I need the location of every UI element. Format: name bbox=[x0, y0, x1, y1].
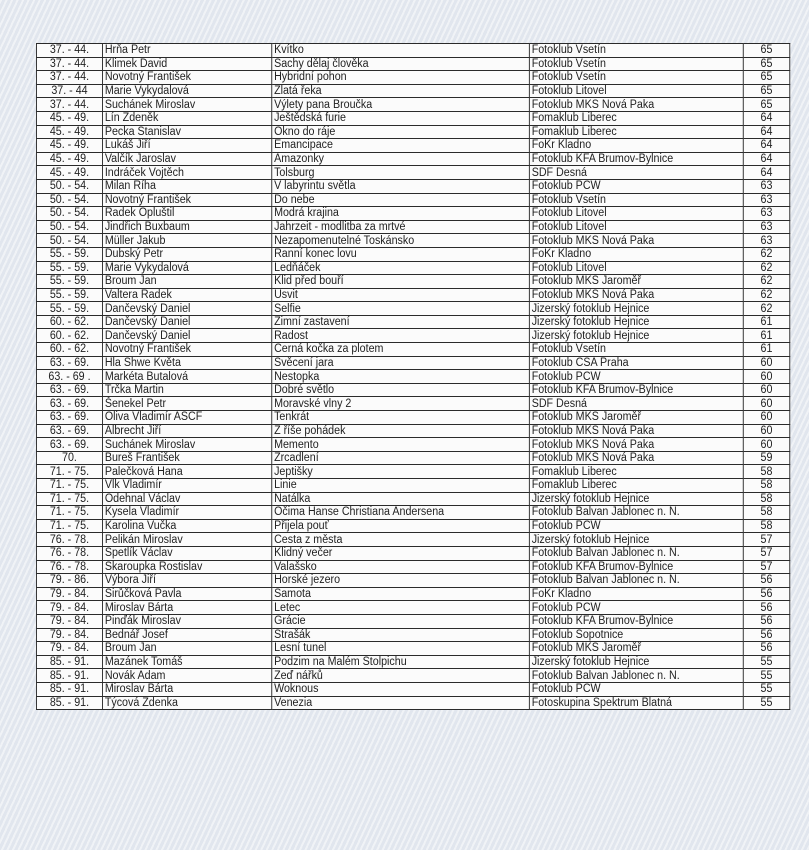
score-cell: 58 bbox=[743, 506, 790, 520]
club-cell: Fotoklub Balvan Jablonec n. N. bbox=[529, 506, 743, 520]
photo-title-cell: Nestopka bbox=[272, 370, 530, 384]
score-cell: 65 bbox=[743, 84, 790, 98]
club-cell: Jizerský fotoklub Hejnice bbox=[529, 533, 743, 547]
table-row bbox=[36, 397, 789, 411]
place-cell: 63. - 69. bbox=[36, 383, 102, 397]
club-cell: Fotoklub Vsetín bbox=[529, 44, 743, 58]
author-name-cell: Albrecht Jiří bbox=[102, 424, 271, 438]
photo-title-cell: Amazonky bbox=[272, 152, 530, 166]
photo-title-cell: Cesta z města bbox=[272, 533, 530, 547]
score-cell: 60 bbox=[743, 370, 790, 384]
photo-title-cell: Očima Hanse Christiana Andersena bbox=[272, 506, 530, 520]
photo-title-cell: Kvítko bbox=[272, 44, 530, 58]
club-cell: Fomaklub Liberec bbox=[529, 465, 743, 479]
table-row bbox=[36, 343, 789, 357]
score-cell: 61 bbox=[743, 315, 790, 329]
author-name-cell: Valčík Jaroslav bbox=[102, 152, 271, 166]
author-name-cell: Odehnal Václav bbox=[102, 492, 271, 506]
author-name-cell: Špetlík Václav bbox=[102, 546, 271, 560]
score-cell: 55 bbox=[743, 655, 790, 669]
author-name-cell: Marie Vykydalová bbox=[102, 261, 271, 275]
place-cell: 63. - 69. bbox=[36, 438, 102, 452]
club-cell: Fotoklub KFA Brumov-Bylnice bbox=[529, 383, 743, 397]
author-name-cell: Trčka Martin bbox=[102, 383, 271, 397]
table-row bbox=[36, 533, 789, 547]
club-cell: Fotoklub MKS Jaroměř bbox=[529, 411, 743, 425]
club-cell: Fotoklub PCW bbox=[529, 370, 743, 384]
photo-title-cell: Moravské vlny 2 bbox=[272, 397, 530, 411]
photo-title-cell: Hybridní pohon bbox=[272, 71, 530, 85]
table-row bbox=[36, 98, 789, 112]
photo-title-cell: Horské jezero bbox=[272, 574, 530, 588]
table-row bbox=[36, 315, 789, 329]
score-cell: 58 bbox=[743, 519, 790, 533]
photo-title-cell: Klidný večer bbox=[272, 546, 530, 560]
author-name-cell: Müller Jakub bbox=[102, 234, 271, 248]
club-cell: Fotoklub Vsetín bbox=[529, 57, 743, 71]
club-cell: SDF Desná bbox=[529, 166, 743, 180]
photo-title-cell: Grácie bbox=[272, 614, 530, 628]
place-cell: 63. - 69. bbox=[36, 424, 102, 438]
place-cell: 55. - 59. bbox=[36, 288, 102, 302]
author-name-cell: Indráček Vojtěch bbox=[102, 166, 271, 180]
table-row bbox=[36, 139, 789, 153]
author-name-cell: Miroslav Bárta bbox=[102, 601, 271, 615]
place-cell: 37. - 44. bbox=[36, 71, 102, 85]
club-cell: Fomaklub Liberec bbox=[529, 111, 743, 125]
photo-title-cell: Modrá krajina bbox=[272, 207, 530, 221]
place-cell: 50. - 54. bbox=[36, 179, 102, 193]
place-cell: 63. - 69. bbox=[36, 411, 102, 425]
author-name-cell: Marie Vykydalová bbox=[102, 84, 271, 98]
place-cell: 79. - 84. bbox=[36, 628, 102, 642]
place-cell: 37. - 44. bbox=[36, 57, 102, 71]
photo-title-cell: Jahrzeit - modlitba za mrtvé bbox=[272, 220, 530, 234]
club-cell: Fotoklub KFA Brumov-Bylnice bbox=[529, 152, 743, 166]
score-cell: 65 bbox=[743, 44, 790, 58]
place-cell: 71. - 75. bbox=[36, 519, 102, 533]
place-cell: 45. - 49. bbox=[36, 166, 102, 180]
score-cell: 56 bbox=[743, 642, 790, 656]
photo-title-cell: Valašsko bbox=[272, 560, 530, 574]
club-cell: Fotoklub PCW bbox=[529, 179, 743, 193]
score-cell: 65 bbox=[743, 71, 790, 85]
photo-title-cell: Emancipace bbox=[272, 139, 530, 153]
author-name-cell: Výbora Jiří bbox=[102, 574, 271, 588]
club-cell: Fomaklub Liberec bbox=[529, 479, 743, 493]
author-name-cell: Broum Jan bbox=[102, 275, 271, 289]
table-row bbox=[36, 519, 789, 533]
club-cell: Fotoklub MKS Nová Paka bbox=[529, 438, 743, 452]
place-cell: 60. - 62. bbox=[36, 329, 102, 343]
score-cell: 60 bbox=[743, 424, 790, 438]
table-row bbox=[36, 682, 789, 696]
results-table bbox=[36, 43, 790, 710]
score-cell: 55 bbox=[743, 696, 790, 710]
place-cell: 50. - 54. bbox=[36, 193, 102, 207]
club-cell: Jizerský fotoklub Hejnice bbox=[529, 302, 743, 316]
place-cell: 85. - 91. bbox=[36, 669, 102, 683]
place-cell: 71. - 75. bbox=[36, 492, 102, 506]
author-name-cell: Novotný František bbox=[102, 343, 271, 357]
table-row bbox=[36, 207, 789, 221]
photo-title-cell: Šachy dělaj člověka bbox=[272, 57, 530, 71]
photo-title-cell: Linie bbox=[272, 479, 530, 493]
table-row bbox=[36, 628, 789, 642]
table-row bbox=[36, 220, 789, 234]
table-row bbox=[36, 614, 789, 628]
score-cell: 57 bbox=[743, 560, 790, 574]
author-name-cell: Novotný František bbox=[102, 71, 271, 85]
author-name-cell: Markéta Butalová bbox=[102, 370, 271, 384]
table-row bbox=[36, 370, 789, 384]
club-cell: Jizerský fotoklub Hejnice bbox=[529, 329, 743, 343]
place-cell: 55. - 59. bbox=[36, 302, 102, 316]
author-name-cell: Bednář Josef bbox=[102, 628, 271, 642]
author-name-cell: Týcová Zdenka bbox=[102, 696, 271, 710]
author-name-cell: Klimek David bbox=[102, 57, 271, 71]
photo-title-cell: Klid před bouří bbox=[272, 275, 530, 289]
place-cell: 50. - 54. bbox=[36, 207, 102, 221]
photo-title-cell: Zimní zastavení bbox=[272, 315, 530, 329]
club-cell: Jizerský fotoklub Hejnice bbox=[529, 315, 743, 329]
place-cell: 63. - 69. bbox=[36, 397, 102, 411]
club-cell: Fotoklub Vsetín bbox=[529, 193, 743, 207]
place-cell: 76. - 78. bbox=[36, 546, 102, 560]
club-cell: Fomaklub Liberec bbox=[529, 125, 743, 139]
place-cell: 45. - 49. bbox=[36, 111, 102, 125]
photo-title-cell: Zrcadlení bbox=[272, 451, 530, 465]
club-cell: Fotoskupina Spektrum Blatná bbox=[529, 696, 743, 710]
table-row bbox=[36, 669, 789, 683]
author-name-cell: Skaroupka Rostislav bbox=[102, 560, 271, 574]
score-cell: 63 bbox=[743, 207, 790, 221]
author-name-cell: Oliva Vladimír ASČF bbox=[102, 411, 271, 425]
place-cell: 50. - 54. bbox=[36, 234, 102, 248]
table-row bbox=[36, 302, 789, 316]
author-name-cell: Vlk Vladimír bbox=[102, 479, 271, 493]
photo-title-cell: Lesní tunel bbox=[272, 642, 530, 656]
author-name-cell: Suchánek Miroslav bbox=[102, 98, 271, 112]
author-name-cell: Suchánek Miroslav bbox=[102, 438, 271, 452]
place-cell: 70. bbox=[36, 451, 102, 465]
score-cell: 62 bbox=[743, 247, 790, 261]
club-cell: Fotoklub Balvan Jablonec n. N. bbox=[529, 669, 743, 683]
place-cell: 37. - 44 bbox=[36, 84, 102, 98]
club-cell: Fotoklub MKS Nová Paka bbox=[529, 234, 743, 248]
table-row bbox=[36, 465, 789, 479]
club-cell: Fotoklub KFA Brumov-Bylnice bbox=[529, 560, 743, 574]
photo-title-cell: Podzim na Malém Štolpichu bbox=[272, 655, 530, 669]
score-cell: 65 bbox=[743, 98, 790, 112]
author-name-cell: Dančevský Daniel bbox=[102, 302, 271, 316]
table-row bbox=[36, 574, 789, 588]
table-row bbox=[36, 329, 789, 343]
score-cell: 55 bbox=[743, 669, 790, 683]
photo-title-cell: Radost bbox=[272, 329, 530, 343]
table-row bbox=[36, 411, 789, 425]
place-cell: 45. - 49. bbox=[36, 152, 102, 166]
table-row bbox=[36, 57, 789, 71]
photo-title-cell: Woknous bbox=[272, 682, 530, 696]
table-row bbox=[36, 492, 789, 506]
place-cell: 63. - 69. bbox=[36, 356, 102, 370]
score-cell: 60 bbox=[743, 397, 790, 411]
score-cell: 60 bbox=[743, 438, 790, 452]
club-cell: Fotoklub Litovel bbox=[529, 84, 743, 98]
author-name-cell: Valtera Radek bbox=[102, 288, 271, 302]
score-cell: 57 bbox=[743, 533, 790, 547]
author-name-cell: Pelikán Miroslav bbox=[102, 533, 271, 547]
author-name-cell: Novotný František bbox=[102, 193, 271, 207]
author-name-cell: Karolina Vučka bbox=[102, 519, 271, 533]
score-cell: 61 bbox=[743, 329, 790, 343]
club-cell: Fotoklub PCW bbox=[529, 601, 743, 615]
results-table-body bbox=[36, 44, 789, 710]
club-cell: Fotoklub MKS Nová Paka bbox=[529, 288, 743, 302]
club-cell: Jizerský fotoklub Hejnice bbox=[529, 655, 743, 669]
club-cell: Fotoklub MKS Nová Paka bbox=[529, 451, 743, 465]
club-cell: Fotoklub PCW bbox=[529, 682, 743, 696]
table-row bbox=[36, 424, 789, 438]
place-cell: 55. - 59. bbox=[36, 275, 102, 289]
place-cell: 79. - 84. bbox=[36, 587, 102, 601]
place-cell: 45. - 49. bbox=[36, 125, 102, 139]
photo-title-cell: Venezia bbox=[272, 696, 530, 710]
photo-title-cell: Ranní konec lovu bbox=[272, 247, 530, 261]
table-row bbox=[36, 125, 789, 139]
club-cell: Fotoklub Sopotnice bbox=[529, 628, 743, 642]
author-name-cell: Hla Shwe Květa bbox=[102, 356, 271, 370]
club-cell: Fotoklub MKS Nová Paka bbox=[529, 98, 743, 112]
photo-title-cell: Výlety pana Broučka bbox=[272, 98, 530, 112]
score-cell: 62 bbox=[743, 302, 790, 316]
table-row bbox=[36, 193, 789, 207]
author-name-cell: Broum Jan bbox=[102, 642, 271, 656]
score-cell: 56 bbox=[743, 628, 790, 642]
score-cell: 58 bbox=[743, 479, 790, 493]
table-row bbox=[36, 152, 789, 166]
table-row bbox=[36, 247, 789, 261]
place-cell: 71. - 75. bbox=[36, 506, 102, 520]
score-cell: 62 bbox=[743, 288, 790, 302]
table-row bbox=[36, 166, 789, 180]
photo-title-cell: Ještědská furie bbox=[272, 111, 530, 125]
club-cell: Fotoklub MKS Jaroměř bbox=[529, 642, 743, 656]
table-row bbox=[36, 546, 789, 560]
score-cell: 62 bbox=[743, 261, 790, 275]
author-name-cell: Bureš František bbox=[102, 451, 271, 465]
author-name-cell: Hrňa Petr bbox=[102, 44, 271, 58]
table-row bbox=[36, 438, 789, 452]
score-cell: 60 bbox=[743, 356, 790, 370]
photo-title-cell: Dobré světlo bbox=[272, 383, 530, 397]
author-name-cell: Dubský Petr bbox=[102, 247, 271, 261]
club-cell: Fotoklub Litovel bbox=[529, 220, 743, 234]
club-cell: Fotoklub PCW bbox=[529, 519, 743, 533]
club-cell: FoKr Kladno bbox=[529, 247, 743, 261]
author-name-cell: Milan Říha bbox=[102, 179, 271, 193]
score-cell: 64 bbox=[743, 125, 790, 139]
score-cell: 60 bbox=[743, 411, 790, 425]
score-cell: 60 bbox=[743, 383, 790, 397]
table-row bbox=[36, 696, 789, 710]
score-cell: 55 bbox=[743, 682, 790, 696]
score-cell: 63 bbox=[743, 220, 790, 234]
place-cell: 63. - 69 . bbox=[36, 370, 102, 384]
table-row bbox=[36, 261, 789, 275]
place-cell: 45. - 49. bbox=[36, 139, 102, 153]
photo-title-cell: Přijela pouť bbox=[272, 519, 530, 533]
place-cell: 71. - 75. bbox=[36, 465, 102, 479]
table-row bbox=[36, 642, 789, 656]
photo-title-cell: Strašák bbox=[272, 628, 530, 642]
author-name-cell: Lín Zdeněk bbox=[102, 111, 271, 125]
club-cell: Fotoklub Litovel bbox=[529, 261, 743, 275]
photo-title-cell: Tolsburg bbox=[272, 166, 530, 180]
table-row bbox=[36, 275, 789, 289]
score-cell: 64 bbox=[743, 139, 790, 153]
table-row bbox=[36, 179, 789, 193]
place-cell: 55. - 59. bbox=[36, 247, 102, 261]
photo-title-cell: Z říše pohádek bbox=[272, 424, 530, 438]
place-cell: 60. - 62. bbox=[36, 343, 102, 357]
table-row bbox=[36, 111, 789, 125]
photo-title-cell: Tenkrát bbox=[272, 411, 530, 425]
score-cell: 56 bbox=[743, 601, 790, 615]
author-name-cell: Mazánek Tomáš bbox=[102, 655, 271, 669]
place-cell: 85. - 91. bbox=[36, 655, 102, 669]
score-cell: 62 bbox=[743, 275, 790, 289]
photo-title-cell: Memento bbox=[272, 438, 530, 452]
photo-title-cell: Samota bbox=[272, 587, 530, 601]
author-name-cell: Pecka Stanislav bbox=[102, 125, 271, 139]
author-name-cell: Radek Opluštil bbox=[102, 207, 271, 221]
table-row bbox=[36, 44, 789, 58]
table-row bbox=[36, 601, 789, 615]
author-name-cell: Kysela Vladimír bbox=[102, 506, 271, 520]
photo-title-cell: Černá kočka za plotem bbox=[272, 343, 530, 357]
place-cell: 76. - 78. bbox=[36, 560, 102, 574]
author-name-cell: Dančevský Daniel bbox=[102, 329, 271, 343]
score-cell: 57 bbox=[743, 546, 790, 560]
photo-title-cell: V labyrintu světla bbox=[272, 179, 530, 193]
author-name-cell: Pinďák Miroslav bbox=[102, 614, 271, 628]
author-name-cell: Jindřich Buxbaum bbox=[102, 220, 271, 234]
score-cell: 56 bbox=[743, 614, 790, 628]
place-cell: 71. - 75. bbox=[36, 479, 102, 493]
place-cell: 76. - 78. bbox=[36, 533, 102, 547]
score-cell: 58 bbox=[743, 465, 790, 479]
table-row bbox=[36, 288, 789, 302]
author-name-cell: Dančevský Daniel bbox=[102, 315, 271, 329]
club-cell: Fotoklub MKS Jaroměř bbox=[529, 275, 743, 289]
club-cell: Fotoklub KFA Brumov-Bylnice bbox=[529, 614, 743, 628]
club-cell: Fotoklub Balvan Jablonec n. N. bbox=[529, 546, 743, 560]
photo-title-cell: Do nebe bbox=[272, 193, 530, 207]
club-cell: Fotoklub Litovel bbox=[529, 207, 743, 221]
place-cell: 79. - 84. bbox=[36, 601, 102, 615]
photo-title-cell: Zeď nářků bbox=[272, 669, 530, 683]
table-row bbox=[36, 587, 789, 601]
photo-title-cell: Zlatá řeka bbox=[272, 84, 530, 98]
score-cell: 56 bbox=[743, 587, 790, 601]
score-cell: 56 bbox=[743, 574, 790, 588]
score-cell: 65 bbox=[743, 57, 790, 71]
club-cell: SDF Desná bbox=[529, 397, 743, 411]
author-name-cell: Lukáš Jiří bbox=[102, 139, 271, 153]
score-cell: 63 bbox=[743, 179, 790, 193]
place-cell: 55. - 59. bbox=[36, 261, 102, 275]
score-cell: 61 bbox=[743, 343, 790, 357]
score-cell: 63 bbox=[743, 234, 790, 248]
table-row bbox=[36, 560, 789, 574]
score-cell: 59 bbox=[743, 451, 790, 465]
photo-title-cell: Letec bbox=[272, 601, 530, 615]
score-cell: 58 bbox=[743, 492, 790, 506]
table-row bbox=[36, 655, 789, 669]
place-cell: 85. - 91. bbox=[36, 696, 102, 710]
club-cell: Jizerský fotoklub Hejnice bbox=[529, 492, 743, 506]
place-cell: 37. - 44. bbox=[36, 44, 102, 58]
table-row bbox=[36, 71, 789, 85]
table-row bbox=[36, 506, 789, 520]
score-cell: 64 bbox=[743, 166, 790, 180]
photo-title-cell: Jeptišky bbox=[272, 465, 530, 479]
author-name-cell: Sirůčková Pavla bbox=[102, 587, 271, 601]
photo-title-cell: Natálka bbox=[272, 492, 530, 506]
place-cell: 37. - 44. bbox=[36, 98, 102, 112]
place-cell: 79. - 84. bbox=[36, 642, 102, 656]
score-cell: 64 bbox=[743, 111, 790, 125]
author-name-cell: Palečková Hana bbox=[102, 465, 271, 479]
table-row bbox=[36, 356, 789, 370]
place-cell: 79. - 86. bbox=[36, 574, 102, 588]
photo-title-cell: Nezapomenutelné Toskánsko bbox=[272, 234, 530, 248]
photo-title-cell: Ledňáček bbox=[272, 261, 530, 275]
table-row bbox=[36, 234, 789, 248]
table-row bbox=[36, 84, 789, 98]
photo-title-cell: Svěcení jara bbox=[272, 356, 530, 370]
place-cell: 50. - 54. bbox=[36, 220, 102, 234]
table-row bbox=[36, 383, 789, 397]
table-row bbox=[36, 479, 789, 493]
place-cell: 79. - 84. bbox=[36, 614, 102, 628]
score-cell: 63 bbox=[743, 193, 790, 207]
club-cell: FoKr Kladno bbox=[529, 139, 743, 153]
score-cell: 64 bbox=[743, 152, 790, 166]
place-cell: 85. - 91. bbox=[36, 682, 102, 696]
club-cell: Fotoklub ČSA Praha bbox=[529, 356, 743, 370]
club-cell: Fotoklub MKS Nová Paka bbox=[529, 424, 743, 438]
club-cell: FoKr Kladno bbox=[529, 587, 743, 601]
photo-title-cell: Úsvit bbox=[272, 288, 530, 302]
place-cell: 60. - 62. bbox=[36, 315, 102, 329]
author-name-cell: Šenekel Petr bbox=[102, 397, 271, 411]
author-name-cell: Miroslav Bárta bbox=[102, 682, 271, 696]
club-cell: Fotoklub Vsetín bbox=[529, 71, 743, 85]
club-cell: Fotoklub Vsetín bbox=[529, 343, 743, 357]
author-name-cell: Novák Adam bbox=[102, 669, 271, 683]
photo-title-cell: Selfie bbox=[272, 302, 530, 316]
photo-title-cell: Okno do ráje bbox=[272, 125, 530, 139]
table-row bbox=[36, 451, 789, 465]
club-cell: Fotoklub Balvan Jablonec n. N. bbox=[529, 574, 743, 588]
